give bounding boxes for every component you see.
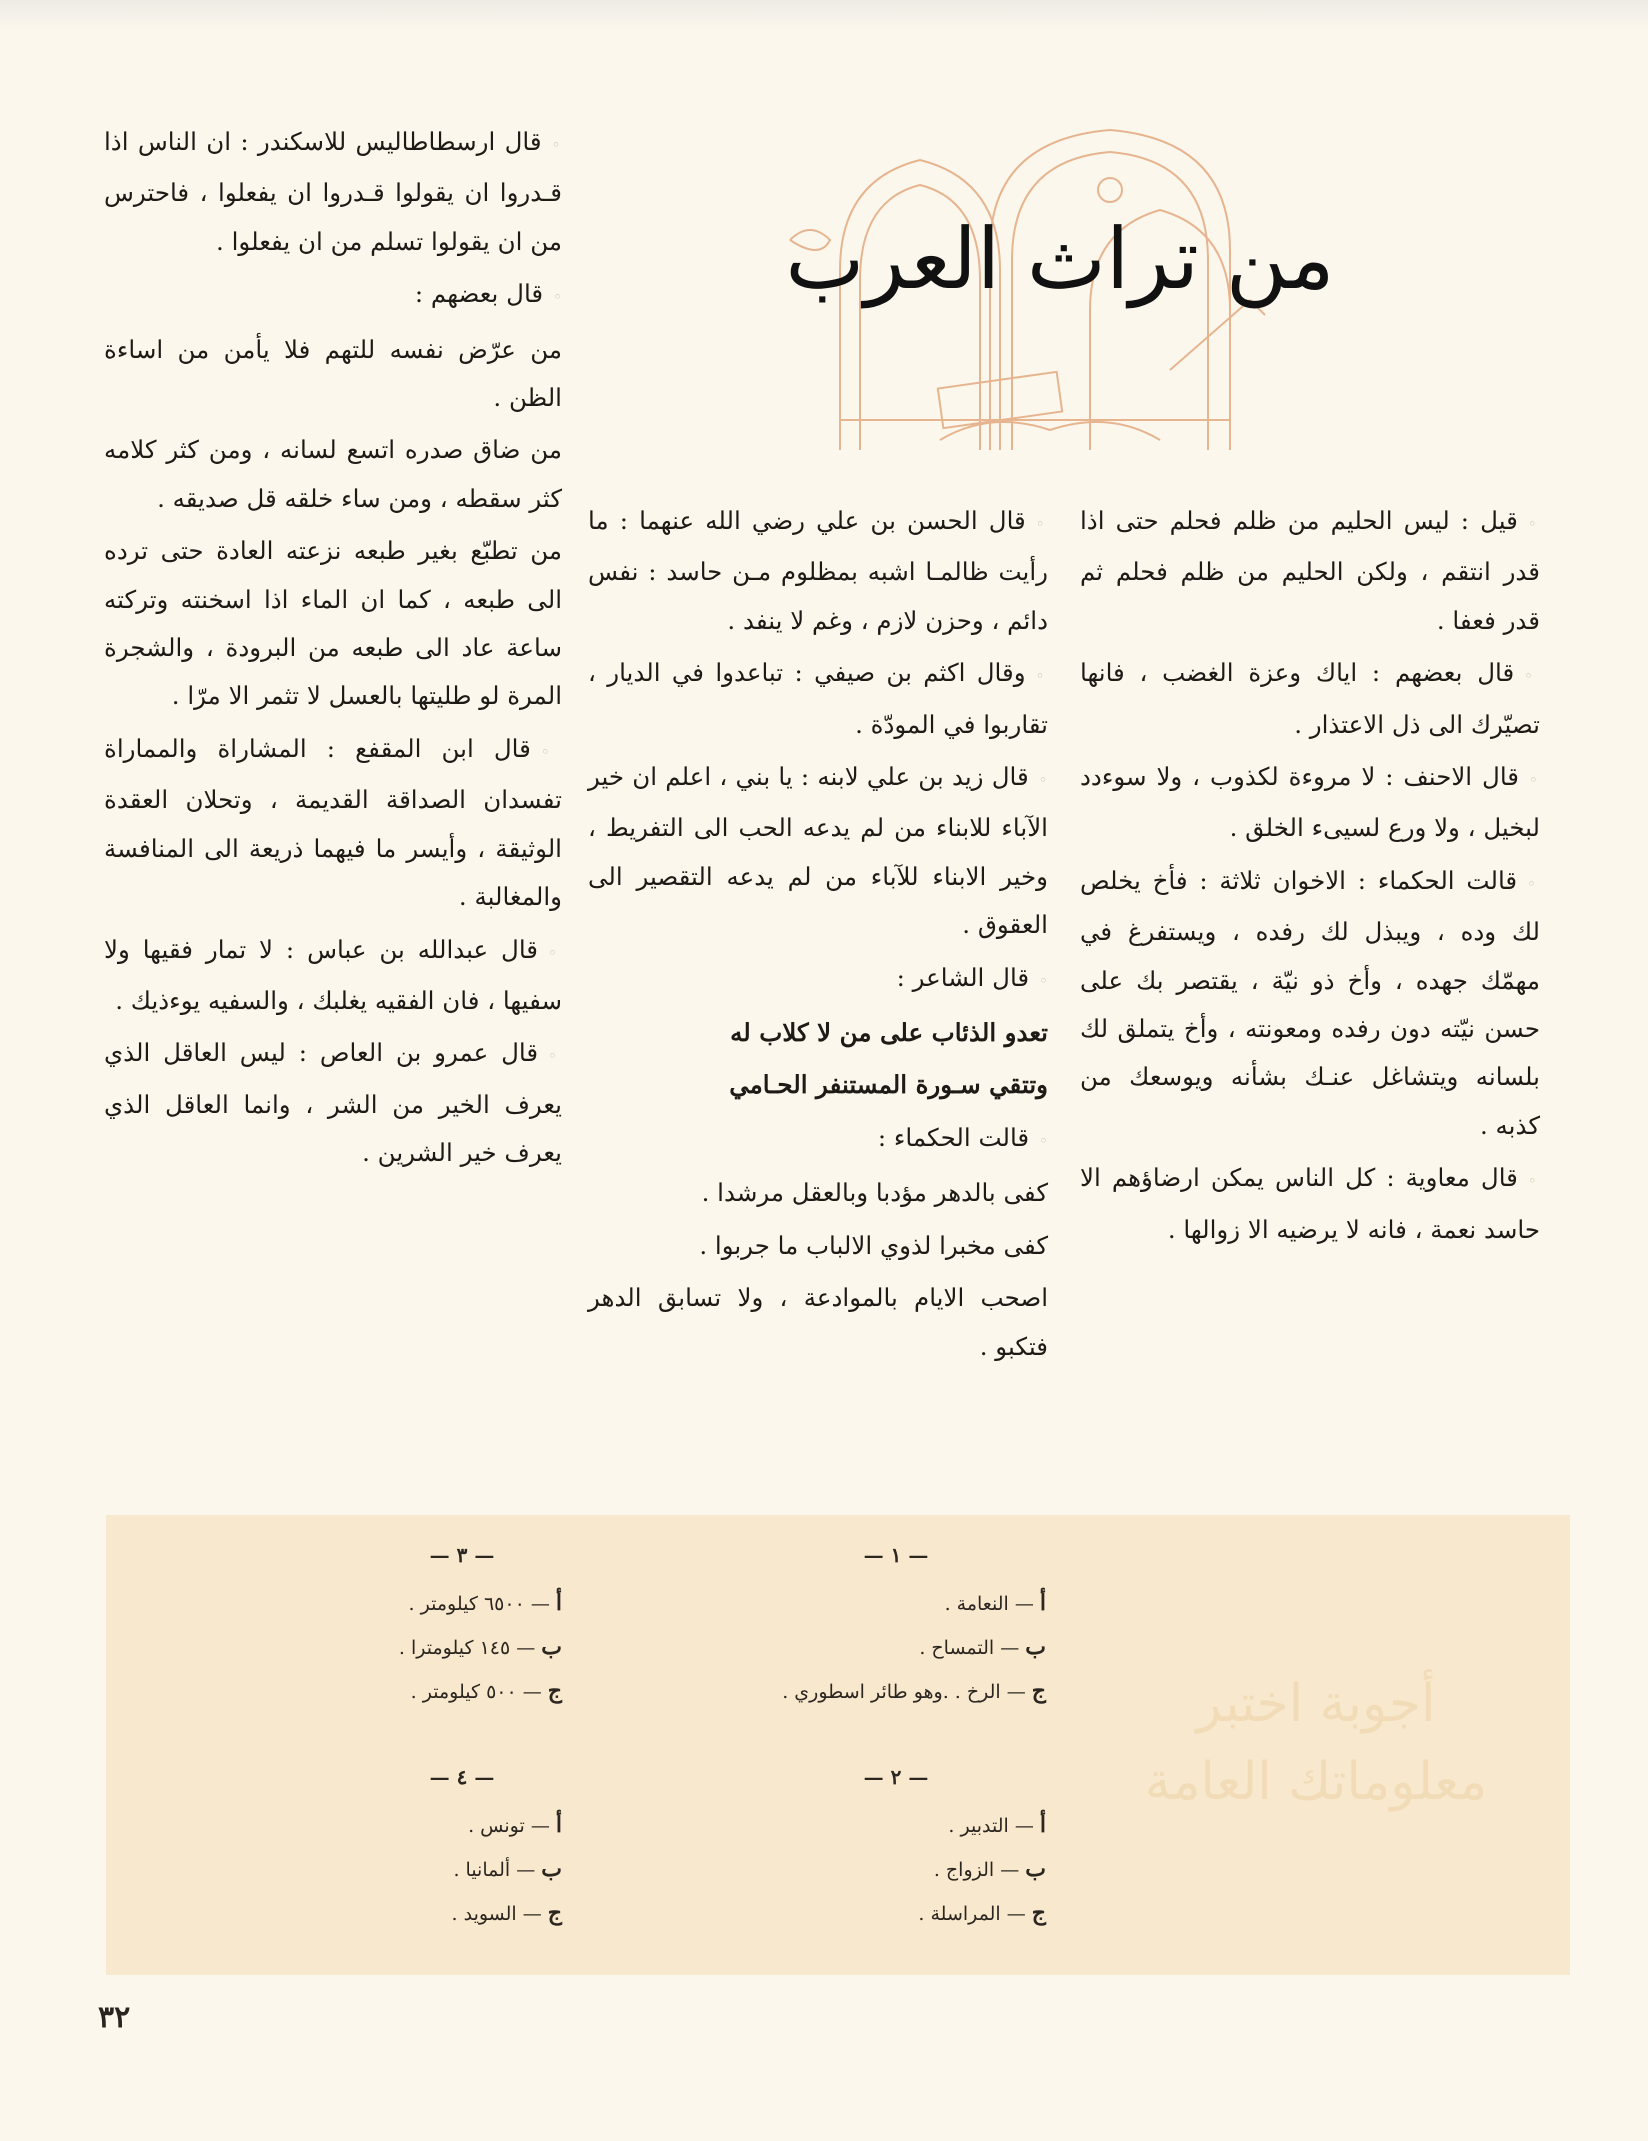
poem-verse: وتتقي سـورة المستنفر الحـامي xyxy=(729,1070,1048,1100)
bullet-icon: ◦ xyxy=(1038,771,1048,790)
paragraph-text: وقال اكثم بن صيفي : تباعدوا في الديار ، تقاربوا في المودّة . xyxy=(588,658,1048,739)
paragraph xyxy=(1080,1154,1540,1254)
answer-row xyxy=(626,1625,1046,1669)
answers-panel xyxy=(106,1515,1570,1975)
answer-letter: ج xyxy=(547,1900,562,1926)
answer-row xyxy=(626,1669,1046,1713)
paragraph xyxy=(588,649,1048,749)
answer-text: الزواج . xyxy=(933,1859,995,1881)
answer-group-2 xyxy=(626,1765,1046,1935)
answer-text: تونس . xyxy=(468,1815,525,1837)
answer-group-number: — ٣ — xyxy=(429,1543,495,1567)
paragraph-text: قال عمرو بن العاص : ليس العاقل الذي يعرف الخير من الشر ، وانما العاقل الذي يعرف خير الشرين . xyxy=(104,1038,562,1168)
paragraph-text: قال زيد بن علي لابنه : يا بني ، اعلم ان خير الآباء للابناء من لم يدعه الحب الى التفريط ، وخير الابناء للآباء من لم يدعه التقصير الى العقوق . xyxy=(588,762,1048,940)
answer-letter: أ xyxy=(555,1590,562,1616)
bullet-icon: ◦ xyxy=(1529,771,1540,790)
paragraph-text: قال الشاعر : xyxy=(896,962,1030,992)
answer-group-4 xyxy=(142,1765,562,1935)
answer-letter: ج xyxy=(547,1678,562,1704)
paragraph xyxy=(588,497,1048,645)
paragraph-text: قال بعضهم : اياك وعزة الغضب ، فانها تصيّرك الى ذل الاعتذار . xyxy=(1080,658,1540,739)
paragraph: من عرّض نفسه للتهم فلا يأمن من اساءة الظن . xyxy=(104,334,562,413)
page-title: من تراث العرب xyxy=(785,210,1335,308)
paragraph-text: قالت الحكماء : الاخوان ثلاثة : فأخ يخلص لك وده ، ويبذل لك رفده ، ويستفرغ في مهمّك جهده ، وأخ ذو نيّة ، يقتصر بك على حسن نيّته دون رفده ومعونته ، وأخ يتملق لك بلسانه ويتشاغل عنـك بشأنه ويوسعك من كذبه . xyxy=(1080,865,1540,1140)
answer-dash: — xyxy=(522,1903,542,1925)
answer-row xyxy=(626,1581,1046,1625)
paragraph xyxy=(588,1114,1048,1165)
paragraph: من ضاق صدره اتسع لسانه ، ومن كثر كلامه كثر سقطه ، ومن ساء خلقه قل صديقه . xyxy=(104,435,562,513)
poem-verse: تعدو الذئاب على من لا كلاب له xyxy=(730,1018,1048,1048)
answer-dash: — xyxy=(522,1681,542,1703)
answer-dash: — xyxy=(1000,1637,1020,1659)
paragraph xyxy=(1080,497,1540,645)
page-number: ٣٢ xyxy=(98,2000,131,2035)
answer-letter: ج xyxy=(1031,1678,1046,1704)
answer-letter: ب xyxy=(541,1856,562,1882)
answer-dash: — xyxy=(516,1859,536,1881)
answer-dash: — xyxy=(1006,1903,1026,1925)
paragraph xyxy=(1080,649,1540,749)
paragraph: من تطبّع بغير طبعه نزعته العادة حتى ترده الى طبعه ، كما ان الماء اذا اسخنته وتركته ساعة عاد الى طبعه من البرودة ، والشجرة المرة لو طليتها بالعسل لا تثمر الا مرّا . xyxy=(104,536,562,711)
answer-group-number: — ١ — xyxy=(863,1543,929,1567)
answer-row xyxy=(142,1669,562,1713)
bullet-icon: ◦ xyxy=(1039,971,1048,990)
answer-dash: — xyxy=(516,1637,536,1659)
answer-letter: ب xyxy=(1025,1856,1046,1882)
paragraph-text: قال الاحنف : لا مروءة لكذوب ، ولا سوءدد لبخيل ، ولا ورع لسيىء الخلق . xyxy=(1080,762,1540,843)
answer-text: السويد . xyxy=(451,1903,517,1925)
answer-letter: أ xyxy=(1039,1812,1046,1838)
answer-dash: — xyxy=(530,1815,550,1837)
paragraph xyxy=(588,954,1048,1005)
paragraph xyxy=(104,725,562,922)
bullet-icon: ◦ xyxy=(548,943,562,962)
paragraph-text: قالت الحكماء : xyxy=(877,1122,1030,1152)
answer-letter: ب xyxy=(541,1634,562,1660)
paragraph xyxy=(104,270,562,321)
bullet-icon: ◦ xyxy=(1527,874,1540,893)
paragraph xyxy=(104,1029,562,1177)
bullet-icon: ◦ xyxy=(1527,515,1540,533)
answer-row xyxy=(142,1625,562,1669)
answer-group-1 xyxy=(626,1543,1046,1713)
answer-letter: أ xyxy=(1039,1590,1046,1616)
paragraph-text: قال ارسطاطاليس للاسكندر : ان الناس اذا قـدروا ان يقولوا قـدروا ان يفعلوا ، فاحترس من ان يقولوا تسلم من ان يفعلوا . xyxy=(104,127,562,256)
paragraph-text: قال بعضهم : xyxy=(414,279,544,309)
bullet-icon: ◦ xyxy=(551,136,562,154)
answer-row xyxy=(142,1803,562,1847)
answer-letter: ب xyxy=(1025,1634,1046,1660)
paragraph: اصحب الايام بالموادعة ، ولا تسابق الدهر فتكبو . xyxy=(588,1283,1048,1361)
paragraph-text: قال عبدالله بن عباس : لا تمار فقيها ولا سفيها ، فان الفقيه يغلبك ، والسفيه يوءذيك . xyxy=(104,934,562,1015)
answer-letter: ج xyxy=(1031,1900,1046,1926)
answer-row xyxy=(142,1847,562,1891)
paragraph-text: قال الحسن بن علي رضي الله عنهما : ما رأيت ظالمـا اشبه بمظلوم مـن حاسد : نفس دائم ، وحزن لازم ، وغم لا ينفد . xyxy=(588,506,1048,635)
answer-row xyxy=(626,1847,1046,1891)
answer-text: ٦٥٠٠ كيلومتر . xyxy=(408,1593,525,1615)
answer-row xyxy=(626,1891,1046,1935)
answer-row xyxy=(626,1803,1046,1847)
bullet-icon: ◦ xyxy=(548,1047,562,1066)
page-top-edge xyxy=(0,0,1648,30)
bullet-icon: ◦ xyxy=(1527,1172,1540,1191)
paragraph xyxy=(588,753,1048,950)
answer-row xyxy=(142,1891,562,1935)
paragraph-text: قيل : ليس الحليم من ظلم فحلم حتى اذا قدر انتقم ، ولكن الحليم من ظلم فحلم ثم قدر فعفا . xyxy=(1080,506,1540,635)
paragraph: كفى مخبرا لذوي الالباب ما جربوا . xyxy=(699,1230,1048,1260)
paragraph xyxy=(104,926,562,1026)
answer-group-number: — ٢ — xyxy=(863,1765,929,1789)
answer-dash: — xyxy=(530,1593,550,1615)
paragraph-text: قال ابن المقفع : المشاراة والمماراة تفسدان الصداقة القديمة ، وتحلان العقدة الوثيقة ، وأيسر ما فيهما ذريعة الى المنافسة والمغالبة . xyxy=(104,733,562,912)
answer-dash: — xyxy=(1000,1859,1020,1881)
answer-text: ١٤٥ كيلومترا . xyxy=(398,1637,511,1659)
answer-group-3 xyxy=(142,1543,562,1713)
answer-dash: — xyxy=(1006,1681,1026,1703)
answer-text: ألمانيا . xyxy=(453,1859,511,1881)
bullet-icon: ◦ xyxy=(1039,1131,1048,1150)
answer-text: ٥٠٠ كيلومتر . xyxy=(410,1681,517,1703)
answer-text: النعامة . xyxy=(944,1593,1009,1615)
answer-row xyxy=(142,1581,562,1625)
answers-panel-title: أجوبة اختبر معلوماتك العامة xyxy=(1144,1674,1488,1812)
answer-dash: — xyxy=(1014,1593,1034,1615)
answer-text: التمساح . xyxy=(919,1637,995,1659)
bullet-icon: ◦ xyxy=(553,288,562,307)
bullet-icon: ◦ xyxy=(1035,667,1048,686)
paragraph xyxy=(1080,857,1540,1150)
text-column-right xyxy=(1080,497,1540,1258)
answer-text: المراسلة . xyxy=(918,1903,1001,1925)
paragraph xyxy=(1080,753,1540,853)
text-column-middle xyxy=(588,497,1048,1375)
bullet-icon: ◦ xyxy=(540,742,562,761)
answer-group-number: — ٤ — xyxy=(429,1765,495,1789)
paragraph xyxy=(104,118,562,266)
text-column-left xyxy=(104,118,562,1182)
answer-text: التدبير . xyxy=(948,1815,1009,1837)
paragraph: كفى بالدهر مؤدبا وبالعقل مرشدا . xyxy=(701,1178,1048,1208)
paragraph-text: قال معاوية : كل الناس يمكن ارضاؤهم الا حاسد نعمة ، فانه لا يرضيه الا زوالها . xyxy=(1080,1163,1540,1244)
answer-dash: — xyxy=(1014,1815,1034,1837)
bullet-icon: ◦ xyxy=(1035,515,1048,533)
answer-text: الرخ . .وهو طائر اسطوري . xyxy=(782,1681,1001,1703)
answer-letter: أ xyxy=(555,1812,562,1838)
bullet-icon: ◦ xyxy=(1524,667,1540,686)
